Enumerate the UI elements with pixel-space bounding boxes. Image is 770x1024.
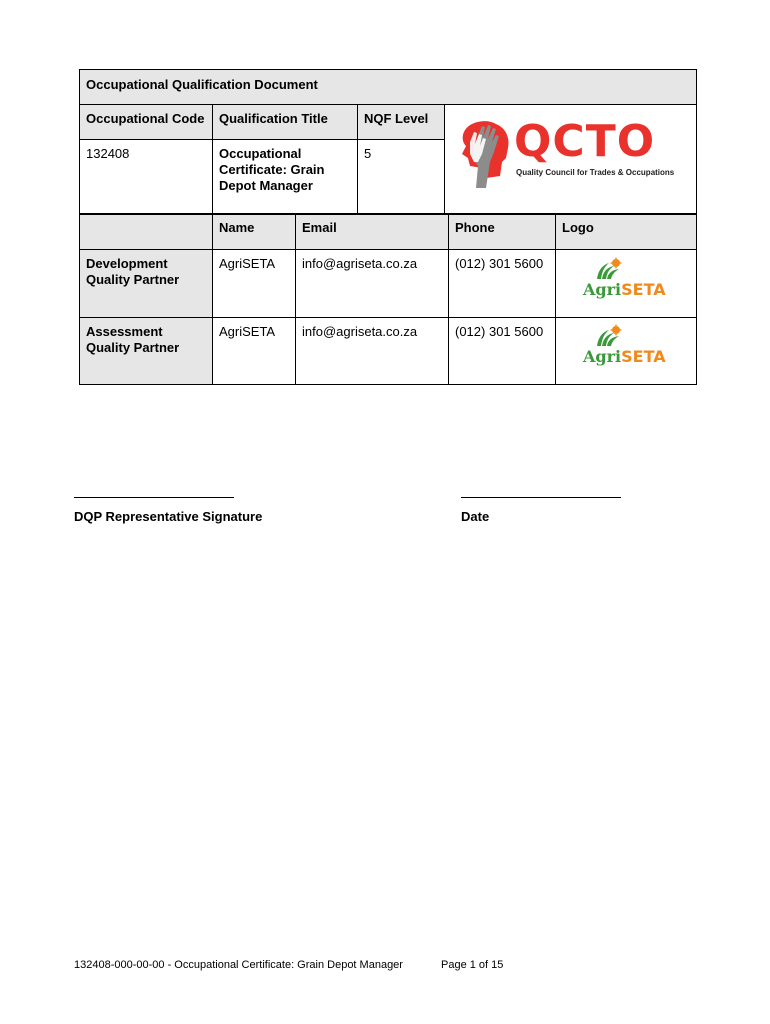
border (79, 384, 697, 385)
border (295, 213, 296, 385)
partner-name: AgriSETA (219, 324, 276, 339)
nqf-level-value: 5 (364, 146, 372, 161)
date-label: Date (461, 509, 490, 524)
header-phone: Phone (455, 220, 495, 235)
date-line[interactable] (461, 497, 621, 498)
partner-email[interactable]: info@agriseta.co.za (302, 324, 418, 339)
agriseta-logo-seta: SETA (621, 347, 666, 366)
partner-phone: (012) 301 5600 (455, 256, 544, 271)
partner-role: Assessment Quality Partner (86, 324, 180, 355)
qcto-letters: QCTO (514, 116, 656, 167)
qcto-logo (456, 118, 686, 194)
header-occupational-code: Occupational Code (86, 111, 205, 126)
header-email: Email (302, 220, 337, 235)
border (212, 213, 213, 385)
header-name: Name (219, 220, 255, 235)
footer-document-reference: 132408-000-00-00 - Occupational Certificate: Grain Depot Manager (74, 959, 403, 971)
qcto-subtitle: Quality Council for Trades & Occupations (516, 168, 675, 177)
partner-name: AgriSETA (219, 256, 276, 271)
partner-role: Development Quality Partner (86, 256, 180, 287)
border (448, 213, 449, 385)
border (444, 104, 445, 214)
border (696, 69, 697, 385)
partner-email[interactable]: info@agriseta.co.za (302, 256, 418, 271)
signature-label: DQP Representative Signature (74, 509, 263, 524)
agriseta-logo (580, 324, 670, 368)
header-nqf-level: NQF Level (364, 111, 429, 126)
agriseta-logo-seta: SETA (621, 280, 666, 299)
border (555, 213, 556, 385)
agriseta-logo-agri: Agri (583, 347, 622, 366)
occupational-code-value: 132408 (86, 146, 130, 161)
footer-page-number: Page 1 of 15 (441, 959, 504, 971)
document-title: Occupational Qualification Document (86, 77, 318, 92)
agriseta-logo (580, 257, 670, 301)
qualification-title-value: Occupational Certificate: Grain Depot Manager (219, 146, 325, 193)
partner-phone: (012) 301 5600 (455, 324, 544, 339)
agriseta-logo-agri: Agri (583, 280, 622, 299)
header-qualification-title: Qualification Title (219, 111, 328, 126)
signature-line[interactable] (74, 497, 234, 498)
header-logo: Logo (562, 220, 594, 235)
